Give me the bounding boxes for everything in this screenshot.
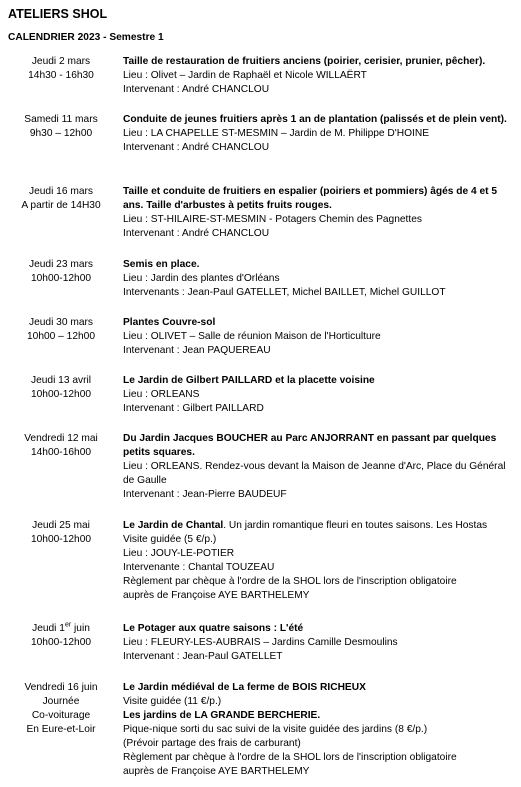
event-date-suffix: juin (71, 623, 90, 634)
event-time: Journée (42, 696, 80, 707)
event-heading: Du Jardin Jacques BOUCHER au Parc ANJORRANT en passant par quelques petits squares. (123, 433, 497, 458)
event-lieu: Lieu : ORLEANS. Rendez-vous devant la Maison de Jeanne d'Arc, Place du Général de Gaulle (123, 461, 506, 486)
event-lieu: Lieu : OLIVET – Salle de réunion Maison de l'Horticulture (123, 331, 381, 342)
event-lieu: Lieu : Olivet – Jardin de Raphaël et Nicole WILLAËRT (123, 70, 367, 81)
event-details (123, 519, 515, 603)
event-details (123, 316, 515, 358)
event-time: 10h00-12h00 (30, 637, 92, 648)
event-when (4, 374, 118, 402)
event-visite: Visite guidée (11 €/p.) (123, 696, 222, 707)
event-heading: Taille de restauration de fruitiers anciens (poirier, cerisier, prunier, pêcher). (123, 56, 486, 67)
event-when (4, 432, 118, 460)
event-date: Jeudi 16 mars (29, 186, 93, 197)
event-date (4, 622, 118, 636)
event-details (123, 258, 515, 300)
event-heading-line (123, 519, 515, 533)
event-time: 9h30 – 12h00 (29, 128, 93, 139)
event-date: Jeudi 2 mars (31, 56, 91, 67)
event-reglement: Règlement par chèque à l'ordre de la SHOL lors de l'inscription obligatoire (123, 576, 457, 587)
event-date: Vendredi 16 juin (24, 682, 98, 693)
event-heading: Conduite de jeunes fruitiers après 1 an de plantation (palissés et de plein vent). (123, 114, 507, 125)
event-lieu: Lieu : Jardin des plantes d'Orléans (123, 273, 280, 284)
event-heading: Le Jardin médiéval de La ferme de BOIS RICHEUX (123, 682, 366, 693)
event-date: Jeudi 25 mai (32, 520, 90, 531)
event-when (4, 316, 118, 344)
event-intervenant: Intervenant : Jean-Pierre BAUDEUF (123, 489, 287, 500)
event-details (123, 681, 515, 779)
event-date: Samedi 11 mars (24, 114, 98, 125)
event-date: Jeudi 13 avril (30, 375, 92, 386)
event-details (123, 374, 515, 416)
event-details (123, 185, 515, 241)
event-details (123, 622, 515, 664)
event-line: Pique-nique sorti du sac suivi de la visite guidée des jardins (8 €/p.) (123, 724, 428, 735)
event-details (123, 432, 515, 502)
event-when (4, 622, 118, 650)
event-heading-2: Les jardins de LA GRANDE BERCHERIE. (123, 710, 321, 721)
event-reglement: Règlement par chèque à l'ordre de la SHOL lors de l'inscription obligatoire (123, 752, 457, 763)
event-heading-rest: . Un jardin romantique fleuri en toutes saisons. Les Hostas (223, 520, 488, 531)
event-time: 14h00-16h00 (30, 447, 92, 458)
event-time: A partir de 14H30 (21, 200, 101, 211)
event-when (4, 55, 118, 83)
event-when (4, 185, 118, 213)
event-intervenant: Intervenant : André CHANCLOU (123, 228, 270, 239)
page-title: ATELIERS SHOL (8, 7, 108, 21)
event-lieu: Lieu : LA CHAPELLE ST-MESMIN – Jardin de M. Philippe D'HOINE (123, 128, 429, 139)
event-heading: Le Jardin de Chantal (123, 520, 224, 531)
event-details (123, 113, 515, 155)
event-extra: Co-voiturage (31, 710, 91, 721)
event-date-prefix: Jeudi 1 (32, 623, 65, 634)
event-line: (Prévoir partage des frais de carburant) (123, 738, 301, 749)
event-details (123, 55, 515, 97)
event-when (4, 113, 118, 141)
event-date: Vendredi 12 mai (24, 433, 98, 444)
event-intervenant: Intervenant : Gilbert PAILLARD (123, 403, 264, 414)
event-date: Jeudi 23 mars (29, 259, 93, 270)
event-visite: Visite guidée (5 €/p.) (123, 534, 217, 545)
event-time: 10h00 – 12h00 (27, 331, 95, 342)
event-intervenant: Intervenant : Jean PAQUEREAU (123, 345, 271, 356)
event-when (4, 258, 118, 286)
event-heading: Taille et conduite de fruitiers en espalier (poiriers et pommiers) âgés de 4 et 5 ans. Taille d'arbustes à petits fruits rouges. (123, 186, 498, 211)
event-reglement-contact: auprès de Françoise AYE BARTHELEMY (123, 766, 310, 777)
event-lieu: Lieu : ORLEANS (123, 389, 200, 400)
event-time: 10h00-12h00 (30, 273, 92, 284)
event-reglement-contact: auprès de Françoise AYE BARTHELEMY (123, 590, 310, 601)
event-heading: Le Jardin de Gilbert PAILLARD et la placette voisine (123, 375, 375, 386)
event-extra: En Eure-et-Loir (26, 724, 96, 735)
event-intervenant: Intervenants : Jean-Paul GATELLET, Michel BAILLET, Michel GUILLOT (123, 287, 446, 298)
event-heading: Plantes Couvre-sol (123, 317, 216, 328)
event-heading: Le Potager aux quatre saisons : L'été (123, 623, 304, 634)
event-heading: Semis en place. (123, 259, 200, 270)
event-date: Jeudi 30 mars (29, 317, 93, 328)
event-intervenant: Intervenant : André CHANCLOU (123, 142, 270, 153)
event-time: 10h00-12h00 (30, 534, 92, 545)
event-intervenant: Intervenante : Chantal TOUZEAU (123, 562, 275, 573)
event-lieu: Lieu : JOUY-LE-POTIER (123, 548, 235, 559)
event-intervenant: Intervenant : André CHANCLOU (123, 84, 270, 95)
event-lieu: Lieu : ST-HILAIRE-ST-MESMIN - Potagers Chemin des Pagnettes (123, 214, 422, 225)
event-when (4, 681, 118, 737)
event-date-sup: er (64, 621, 72, 629)
page-subtitle: CALENDRIER 2023 - Semestre 1 (8, 32, 164, 43)
event-intervenant: Intervenant : Jean-Paul GATELLET (123, 651, 283, 662)
event-when (4, 519, 118, 547)
event-lieu: Lieu : FLEURY-LES-AUBRAIS – Jardins Camille Desmoulins (123, 637, 398, 648)
event-time: 10h00-12h00 (30, 389, 92, 400)
event-time: 14h30 - 16h30 (28, 70, 94, 81)
